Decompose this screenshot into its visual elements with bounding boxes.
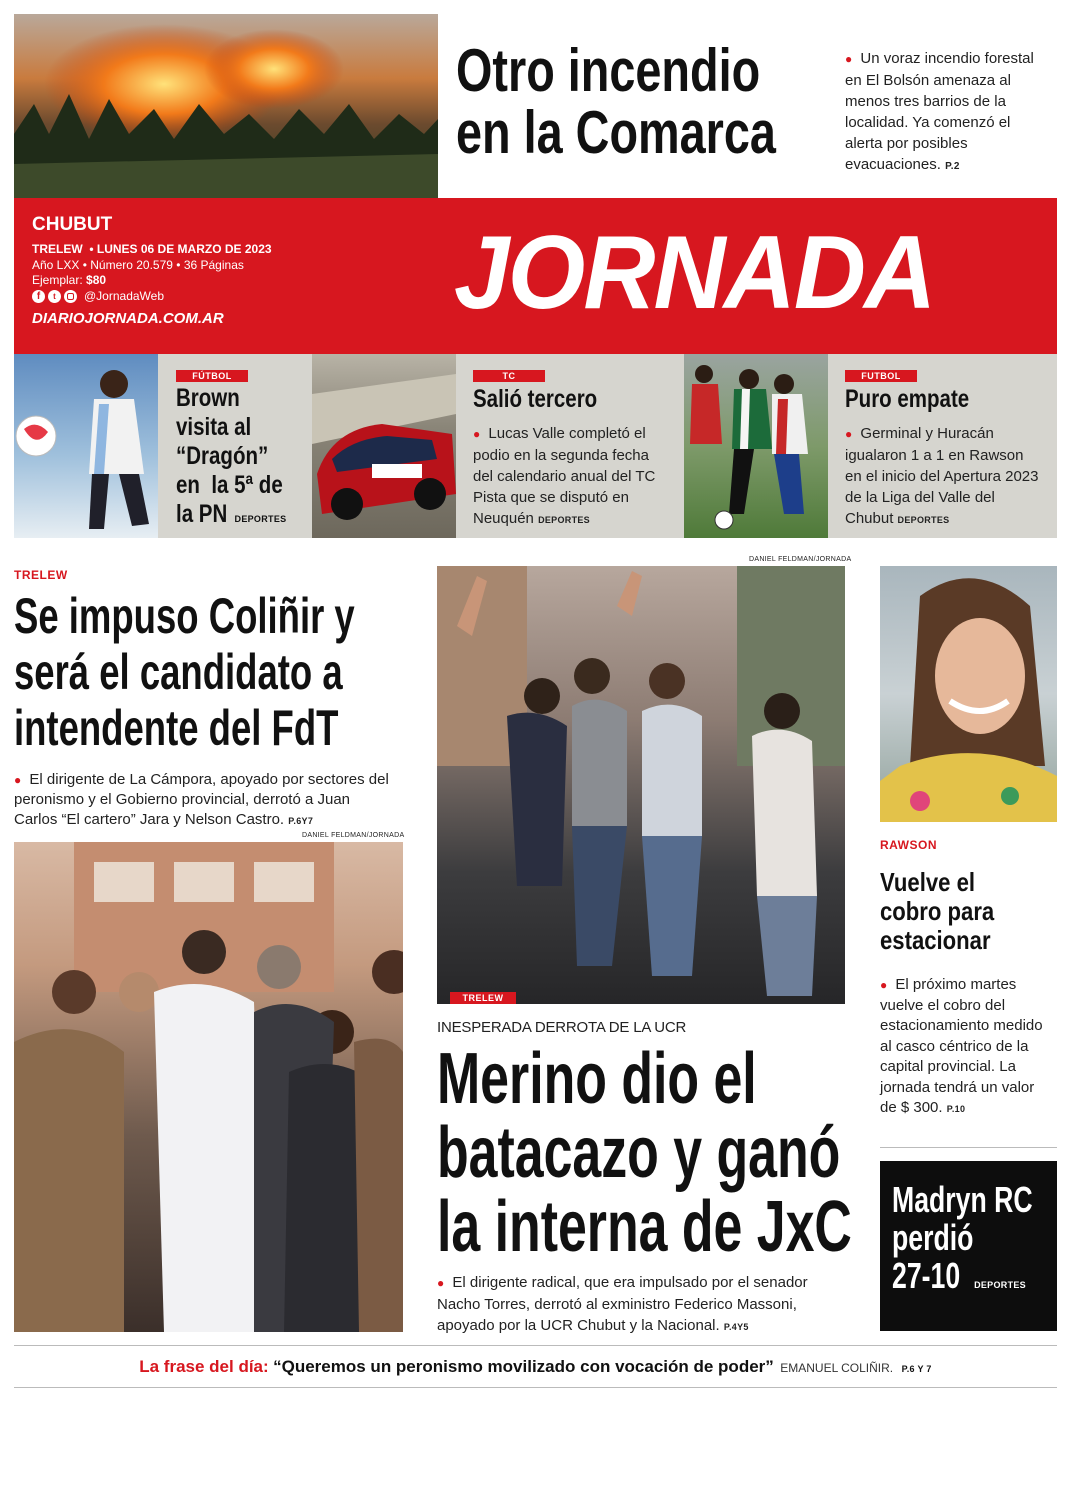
- logo[interactable]: JORNADA: [454, 215, 935, 331]
- right-photo: [880, 566, 1057, 822]
- quote-bar: [14, 1357, 1057, 1377]
- teaser2-tag: TC: [473, 370, 545, 382]
- teaser3-headline[interactable]: Puro empate: [845, 385, 970, 413]
- center-kicker: INESPERADA DERROTA DE LA UCR: [437, 1019, 687, 1036]
- teaser1-line: en la 5ª de: [176, 471, 283, 499]
- right-summary-text: El próximo martes vuelve el cobro del estacionamiento medido al casco céntrico de la capital provincial. La jornada tendrá un valor de $ 300.: [880, 976, 1043, 1116]
- teaser1-headline[interactable]: [176, 384, 316, 529]
- teaser2-summary-text: Lucas Valle completó el podio en la segunda fecha del calendario anual del TC Pista que se disputó en Neuquén: [473, 425, 656, 527]
- masthead-date: TRELEW • LUNES 06 DE MARZO DE 2023: [32, 242, 272, 256]
- right-section-label: RAWSON: [880, 838, 937, 852]
- teaser2-summary: [473, 423, 668, 531]
- left-photo-credit: DANIEL FELDMAN/JORNADA: [302, 832, 405, 839]
- price-label: Ejemplar:: [32, 273, 83, 287]
- top-summary-text: Un voraz incendio forestal en El Bolsón amenaza al menos tres barrios de la localidad. Ya comenzó el alerta por posibles evacuaciones.: [845, 50, 1034, 173]
- masthead-edition: Año LXX • Número 20.579 • 36 Páginas: [32, 258, 244, 272]
- right-summary: [880, 975, 1055, 1120]
- teaser1-line: “Dragón”: [176, 442, 269, 470]
- rugby-score: 27-10: [892, 1255, 961, 1296]
- teaser3-summary-text: Germinal y Huracán igualaron 1 a 1 en Rawson en el inicio del Apertura 2023 de la Liga del Valle del Chubut: [845, 425, 1039, 527]
- center-photo-credit: DANIEL FELDMAN/JORNADA: [749, 556, 852, 563]
- center-headline-line: batacazo y ganó: [437, 1113, 841, 1193]
- teaser1-line: la PN: [176, 500, 228, 528]
- right-divider: [880, 1147, 1057, 1148]
- top-page-ref: P.2: [945, 161, 960, 172]
- rugby-headline-line: perdió: [892, 1217, 974, 1258]
- center-headline[interactable]: [437, 1039, 857, 1267]
- quote-label: La frase del día:: [139, 1357, 269, 1376]
- center-summary: [437, 1272, 842, 1338]
- center-headline-line: la interna de JxC: [437, 1187, 852, 1267]
- right-headline-line: cobro para: [880, 896, 995, 926]
- facebook-icon[interactable]: f: [32, 290, 45, 303]
- teaser3-section: DEPORTES: [897, 515, 950, 525]
- left-headline[interactable]: [14, 588, 404, 756]
- left-photo: [14, 842, 403, 1332]
- left-section-label: TRELEW: [14, 568, 68, 582]
- top-headline-line2: en la Comarca: [456, 99, 776, 166]
- rugby-headline-line: Madryn RC: [892, 1179, 1033, 1220]
- center-photo-tag: TRELEW: [450, 992, 516, 1004]
- left-headline-line: intendente del FdT: [14, 700, 339, 756]
- twitter-icon[interactable]: t: [48, 290, 61, 303]
- right-headline-line: Vuelve el: [880, 867, 976, 897]
- teaser1-section: DEPORTES: [234, 514, 287, 524]
- teaser3-photo: [684, 354, 828, 538]
- quote-text: “Queremos un peronismo movilizado con vocación de poder”: [273, 1357, 774, 1376]
- top-headline-line1: Otro incendio: [456, 37, 761, 104]
- instagram-icon[interactable]: [64, 290, 77, 303]
- top-summary: [845, 48, 1040, 177]
- center-page-ref: P.4Y5: [723, 1322, 749, 1332]
- top-headline[interactable]: [456, 37, 816, 166]
- teaser2-headline[interactable]: Salió tercero: [473, 385, 598, 413]
- quote-top-rule: [14, 1345, 1057, 1346]
- left-headline-line: será el candidato a: [14, 644, 343, 700]
- left-page-ref: P.6Y7: [288, 816, 314, 826]
- left-summary: [14, 770, 394, 831]
- teaser2-section: DEPORTES: [538, 515, 590, 525]
- teaser1-photo: [14, 354, 158, 538]
- teaser3-tag: FUTBOL: [845, 370, 917, 382]
- teaser3-summary: [845, 423, 1040, 531]
- right-headline[interactable]: [880, 868, 1060, 955]
- quote-bottom-rule: [14, 1387, 1057, 1388]
- fire-photo: [14, 14, 438, 198]
- left-summary-text: El dirigente de La Cámpora, apoyado por sectores del peronismo y el Gobierno provincial, derrotó a Juan Carlos “El cartero” Jara y Nelson Castro.: [14, 771, 389, 828]
- masthead-price: [32, 273, 106, 287]
- rugby-box[interactable]: [880, 1161, 1057, 1331]
- teaser1-line: visita al: [176, 413, 252, 441]
- right-headline-line: estacionar: [880, 925, 991, 955]
- masthead-province: CHUBUT: [32, 214, 113, 235]
- center-headline-line: Merino dio el: [437, 1039, 757, 1119]
- center-summary-text: El dirigente radical, que era impulsado por el senador Nacho Torres, derrotó al exministro Federico Massoni, apoyado por la UCR Chubut y la Nacional.: [437, 1274, 808, 1334]
- social-handle[interactable]: @JornadaWeb: [84, 289, 165, 303]
- rugby-score-row: [892, 1257, 1026, 1295]
- quote-page-ref: P.6 Y 7: [901, 1364, 932, 1374]
- website-link[interactable]: DIARIOJORNADA.COM.AR: [32, 310, 224, 327]
- right-page-ref: P.10: [946, 1104, 966, 1114]
- center-photo: [437, 566, 845, 1004]
- price-value: $80: [86, 273, 107, 287]
- left-headline-line: Se impuso Coliñir y: [14, 588, 355, 644]
- rugby-section: DEPORTES: [974, 1280, 1026, 1290]
- teaser1-line: Brown: [176, 384, 240, 412]
- quote-author: EMANUEL COLIÑIR.: [780, 1361, 894, 1375]
- teaser1-tag: FÚTBOL: [176, 370, 248, 382]
- masthead: [14, 198, 1057, 354]
- social-row: [32, 289, 164, 303]
- teaser2-photo: [312, 354, 456, 538]
